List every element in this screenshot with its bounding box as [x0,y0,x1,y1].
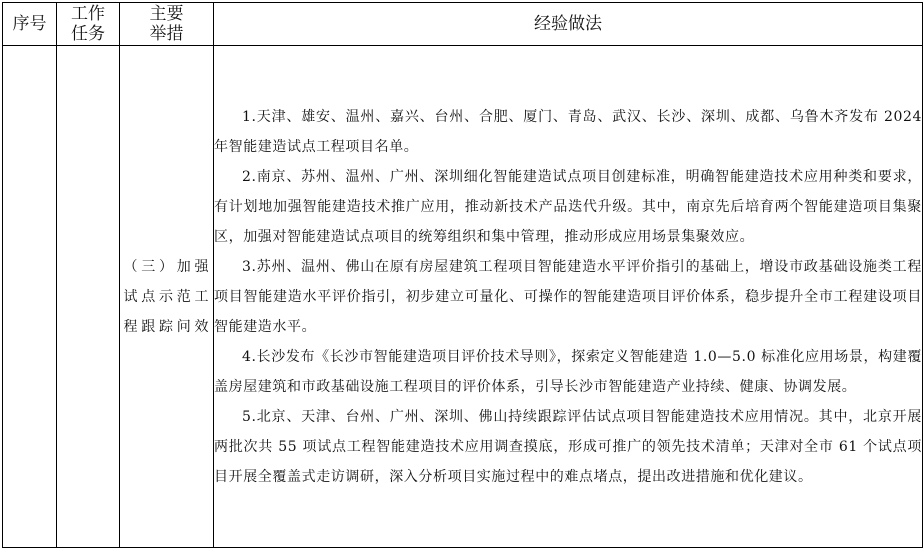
header-task-line2: 任务 [71,24,105,44]
cell-practice [214,46,923,548]
cell-task [57,46,120,548]
practice-table [2,2,923,548]
practice-paragraph-3: 3.苏州、温州、佛山在原有房屋建筑工程项目智能建造水平评价指引的基础上，增设市政基础设施类工程项目智能建造水平评价指引，初步建立可量化、可操作的智能建造项目评价体系，稳步提升全市工程建设项目智能建造水平。 [214,258,922,335]
practice-paragraph-4: 4.长沙发布《长沙市智能建造项目评价技术导则》，探索定义智能建造 1.0—5.0 标准化应用场景，构建覆盖房屋建筑和市政基础设施工程项目的评价体系，引导长沙市智能建造产业持续、健康、协调发展。 [214,348,922,395]
header-seq: 序号 [3,3,57,46]
cell-seq [3,46,57,548]
header-task [57,3,120,46]
practice-paragraph-5: 5.北京、天津、台州、广州、深圳、佛山持续跟踪评估试点项目智能建造技术应用情况。其中，北京开展两批次共 55 项试点工程智能建造技术应用调查摸底，形成可推广的领先技术清单；天津对全市 61 个试点项目开展全覆盖式走访调研，深入分析项目实施过程中的难点堵点，提出改进措施和优化建议。 [214,408,922,485]
measure-text: （三）加强试点示范工程跟踪问效 [123,258,210,335]
header-measure-line2: 举措 [149,24,184,44]
practice-paragraph-2: 2.南京、苏州、温州、广州、深圳细化智能建造试点项目创建标准，明确智能建造技术应用种类和要求，有计划地加强智能建造技术推广应用，推动新技术产品迭代升级。其中，南京先后培育两个智能建造项目集聚区，加强对智能建造试点项目的统筹组织和集中管理，推动形成应用场景集聚效应。 [214,168,922,245]
table-row [3,46,923,548]
header-row [3,3,923,46]
practice-paragraph-1: 1.天津、雄安、温州、嘉兴、台州、合肥、厦门、青岛、武汉、长沙、深圳、成都、乌鲁木齐发布 2024 年智能建造试点工程项目名单。 [214,108,922,155]
header-task-line1: 工作 [71,4,105,24]
header-measure [120,3,214,46]
header-practice: 经验做法 [214,3,923,46]
cell-measure [120,46,214,548]
header-measure-line1: 主要 [149,4,184,24]
